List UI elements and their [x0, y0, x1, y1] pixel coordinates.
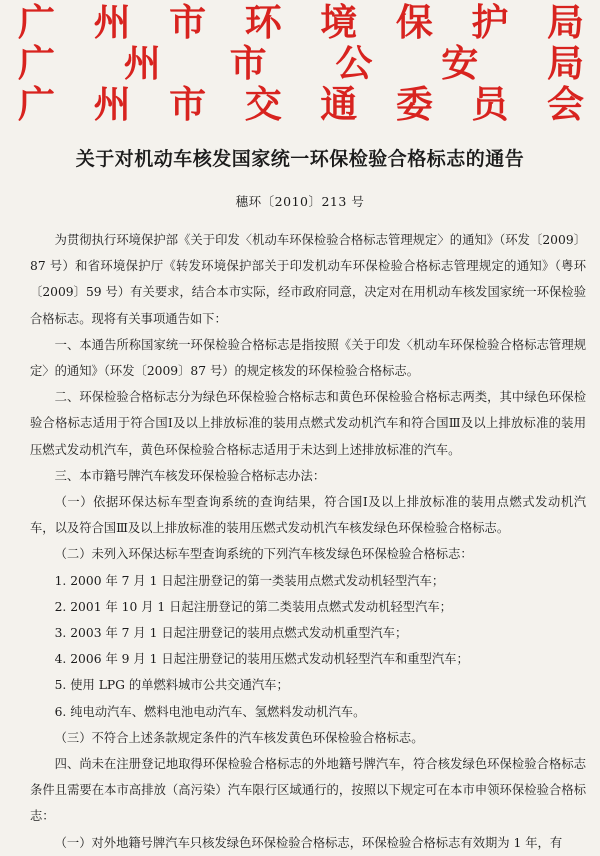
letterhead-char: 市 — [169, 83, 207, 126]
list-item: 1. 2000 年 7 月 1 日起注册登记的第一类装用点燃式发动机轻型汽车； — [54, 573, 445, 588]
list-item: 5. 使用 LPG 的单燃料城市公共交通汽车； — [54, 678, 289, 693]
paragraph: （一）依据环保达标车型查询系统的查询结果，符合国Ⅰ及以上排放标准的装用点燃式发动机汽车，以及符合国Ⅲ及以上排放标准的装用压燃式发动机汽车核发绿色环保检验合格标志。 — [30, 495, 586, 536]
document-body — [30, 227, 586, 856]
paragraph: （二）未列入环保达标车型查询系统的下列汽车核发绿色环保检验合格标志： — [54, 547, 473, 562]
list-item: 2. 2001 年 10 月 1 日起注册登记的第二类装用点燃式发动机轻型汽车； — [54, 599, 452, 614]
paragraph: 三、本市籍号牌汽车核发环保检验合格标志办法： — [54, 468, 326, 483]
letterhead-char: 安 — [441, 42, 479, 85]
letterhead-char: 员 — [471, 83, 509, 126]
letterhead-char: 广 — [18, 42, 55, 85]
letterhead-char: 市 — [229, 42, 267, 85]
letterhead-char: 会 — [546, 83, 584, 126]
letterhead-char: 通 — [320, 83, 358, 126]
document-number: 穗环〔2010〕213 号 — [235, 194, 365, 209]
letterhead-char: 局 — [546, 1, 584, 44]
paragraph: 四、尚未在注册登记地取得环保检验合格标志的外地籍号牌汽车，符合核发绿色环保检验合格标志条件且需要在本市高排放（高污染）汽车限行区域通行的，按照以下规定可在本市申领环保检验合格标志： — [30, 757, 586, 824]
agency-environmental-protection-bureau — [18, 3, 584, 43]
letterhead-char: 广 — [18, 83, 55, 126]
letterhead-char: 公 — [335, 42, 373, 85]
paragraph: 一、本通告所称国家统一环保检验合格标志是指按照《关于印发〈机动车环保检验合格标志管理规定〉的通知》（环发〔2009〕87 号）的规定核发的环保检验合格标志。 — [30, 337, 586, 379]
letterhead-char: 护 — [471, 1, 509, 44]
agency-transport-commission — [18, 85, 584, 125]
letterhead-char: 州 — [123, 42, 161, 85]
paragraph: 为贯彻执行环境保护部《关于印发〈机动车环保检验合格标志管理规定〉的通知》（环发〔2009〕87 号）和省环境保护厅《转发环境保护部关于印发机动车环保检验合格标志管理规定的通知》（粤环〔2009〕59 号）有关要求，结合本市实际，经市政府同意，决定对在用机动车核发国家统一环保检验合格标志。现将有关事项通告如下： — [30, 233, 586, 326]
paragraph: （一）对外地籍号牌汽车只核发绿色环保检验合格标志，环保检验合格标志有效期为 1 年，有 — [54, 835, 563, 850]
agency-public-security-bureau — [18, 44, 584, 84]
paragraph: 二、环保检验合格标志分为绿色环保检验合格标志和黄色环保检验合格标志两类，其中绿色环保检验合格标志适用于符合国Ⅰ及以上排放标准的装用点燃式发动机汽车和符合国Ⅲ及以上排放标准的装用压燃式发动机汽车，黄色环保检验合格标志适用于未达到上述排放标准的汽车。 — [30, 390, 586, 457]
letterhead-char: 保 — [395, 1, 433, 44]
letterhead-char: 广 — [18, 1, 55, 44]
letterhead-char: 交 — [244, 83, 282, 126]
letterhead-char: 局 — [546, 42, 584, 85]
letterhead-char: 市 — [169, 1, 207, 44]
letterhead-char: 环 — [244, 1, 282, 44]
list-item: 3. 2003 年 7 月 1 日起注册登记的装用点燃式发动机重型汽车； — [54, 626, 408, 641]
list-item: 6. 纯电动汽车、燃料电池电动汽车、氢燃料发动机汽车。 — [54, 704, 366, 719]
letterhead-char: 州 — [93, 1, 131, 44]
letterhead-char: 委 — [395, 83, 433, 126]
letterhead-char: 州 — [93, 83, 131, 126]
letterhead-char: 境 — [320, 1, 358, 44]
document-title: 关于对机动车核发国家统一环保检验合格标志的通告 — [75, 148, 525, 170]
paragraph: （三）不符合上述条款规定条件的汽车核发黄色环保检验合格标志。 — [54, 730, 424, 745]
list-item: 4. 2006 年 9 月 1 日起注册登记的装用压燃式发动机轻型汽车和重型汽车； — [54, 652, 469, 667]
